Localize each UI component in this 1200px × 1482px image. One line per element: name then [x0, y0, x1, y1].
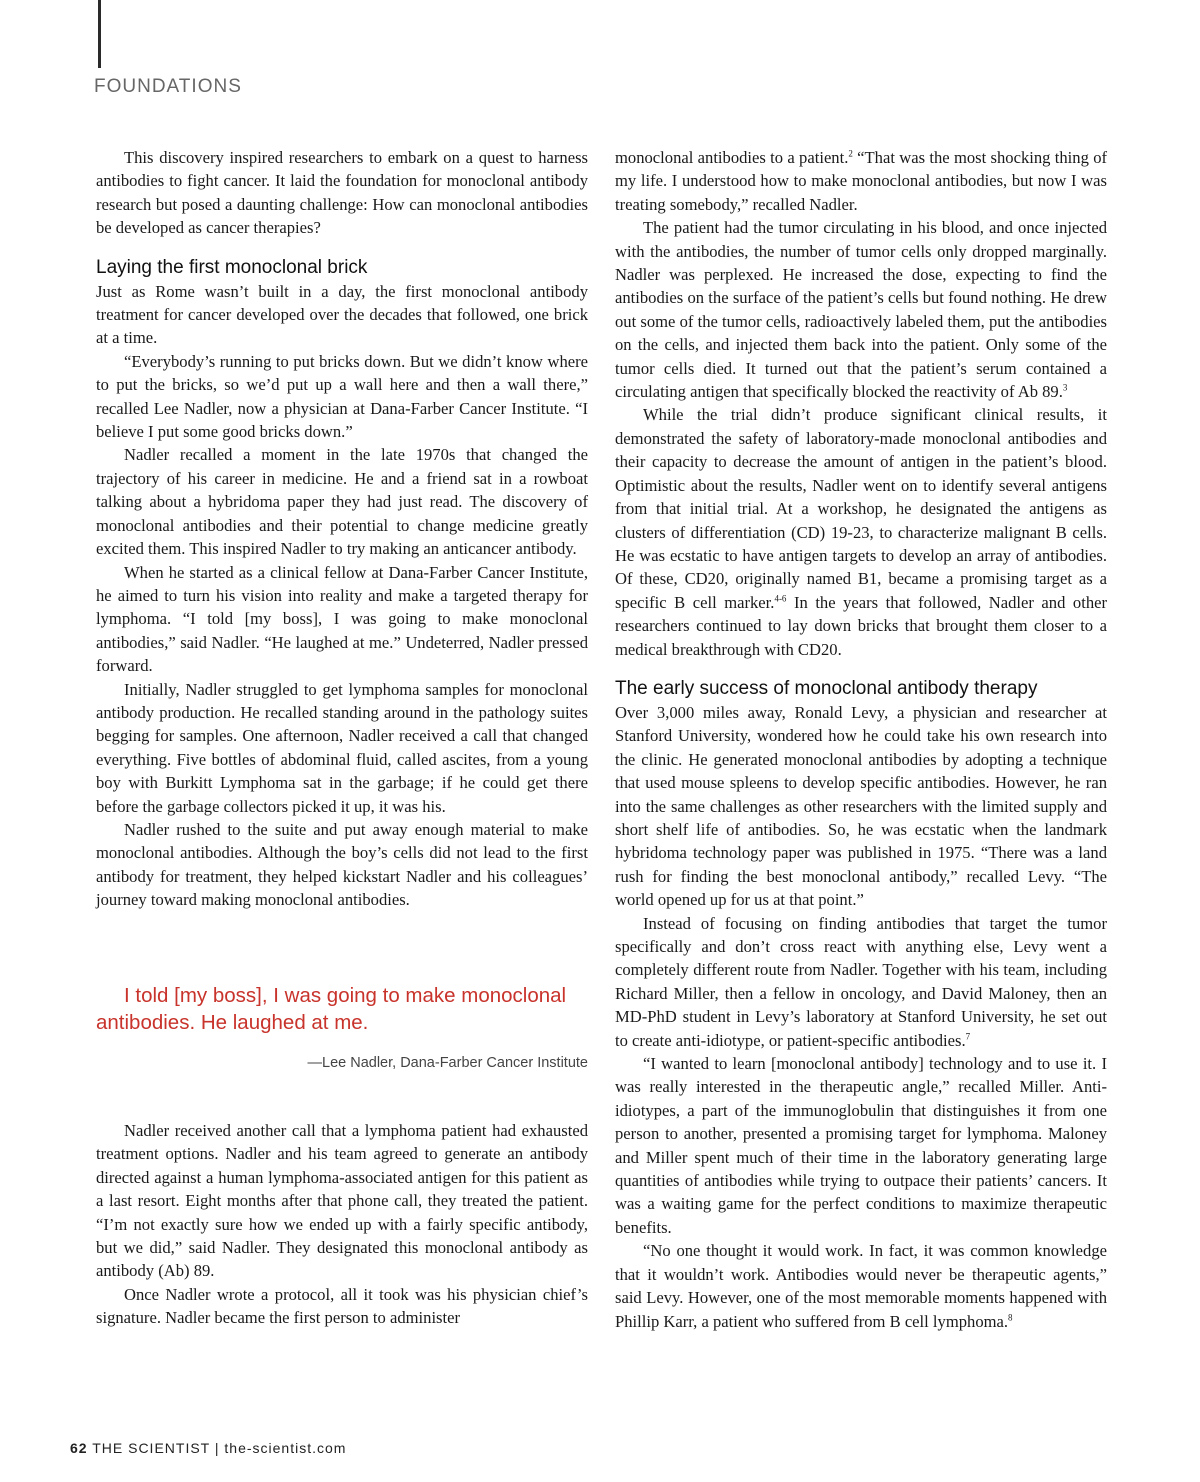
paragraph: Nadler received another call that a lymphoma patient had exhausted treatment options. Nadler and his team agreed to generate an antibody directed against a human lymphoma-associated antigen for this patient as a last resort. Eight months after that phone call, they treated the patient. “I’m not exactly sure how we ended up with a fairly specific antibody, but we did,” said Nadler. They designated this monoclonal antibody as antibody (Ab) 89.	[96, 1121, 588, 1281]
paragraph: Nadler recalled a moment in the late 1970s that changed the trajectory of his career in medicine. He and a friend sat in a rowboat talking about a hybridoma paper they had just read. The discovery of monoclonal antibodies and their potential to change medicine greatly excited them. This inspired Nadler to try making an anticancer antibody.	[96, 445, 588, 559]
paragraph: While the trial didn’t produce significant clinical results, it demonstrated the safety of laboratory-made monoclonal antibodies and their capacity to decrease the amount of antigen in the patient’s blood. Optimistic about the results, Nadler went on to identify several antigens from that initial trial. At a workshop, he designated the antigens as clusters of differentiation (CD) 19-23, to characterize malignant B cells. He was ecstatic to have antigen targets to develop an array of antibodies. Of these, CD20, originally named B1, became a promising target as a specific B cell marker.$^{4-6}$ In the years that followed, Nadler and other researchers continued to lay down bricks that brought them closer to a medical breakthrough with CD20.	[615, 405, 1108, 659]
magazine-name: THE SCIENTIST	[92, 1440, 210, 1456]
paragraph: Once Nadler wrote a protocol, all it took was his physician chief’s signature. Nadler became the first person to administer	[96, 1284, 588, 1328]
paragraph: Initially, Nadler struggled to get lymphoma samples for monoclonal antibody production. He recalled standing around in the pathology suites begging for samples. One afternoon, Nadler received a call that changed everything. Five bottles of abdominal fluid, called ascites, from a young boy with Burkitt Lymphoma sat in the garbage; if he could get there before the garbage collectors picked it up, it was his.	[96, 679, 588, 816]
paragraph: Nadler rushed to the suite and put away enough material to make monoclonal antibodies. Although the boy’s cells did not lead to the first antibody for treatment, they helped kickstart Nadler and his colleagues’ journey toward making monoclonal antibodies.	[96, 819, 588, 910]
left-column	[96, 146, 588, 1330]
header-rule	[98, 0, 101, 68]
section-heading-first-brick: Laying the first monoclonal brick	[96, 256, 368, 278]
reference-superscript: 4-6	[774, 593, 787, 604]
paragraph: “I wanted to learn [monoclonal antibody] technology and to use it. I was really interested in the therapeutic angle,” recalled Miller. Anti-idiotypes, a part of the immunoglobulin that distinguishes it from one person to another, presented a promising target for lymphoma. Maloney and Miller spent much of their time in the laboratory generating large quantities of antibodies while trying to outpace their patients’ cancers. It was a waiting game for the perfect conditions to maximize therapeutic benefits.	[615, 1054, 1107, 1237]
paragraph: The patient had the tumor circulating in his blood, and once injected with the antibodies, the number of tumor cells only dropped marginally. Nadler was perplexed. He increased the dose, expecting to find the antibodies on the surface of the patient’s cells but found nothing. He drew out some of the tumor cells, radioactively labeled them, put the antibodies on the cells, and injected them back into the patient. Only some of the tumor cells died. It turned out that the patient’s serum contained a circulating antigen that specifically blocked the reactivity of Ab 89.$^3$	[615, 218, 1107, 402]
pull-quote: I told [my boss], I was going to make monoclonal antibodies. He laughed at me.	[96, 983, 567, 1034]
page-footer	[70, 1440, 346, 1456]
pull-quote-attribution: —Lee Nadler, Dana-Farber Cancer Institute	[307, 1054, 588, 1071]
paragraph: This discovery inspired researchers to embark on a quest to harness antibodies to fight cancer. It laid the foundation for monoclonal antibody research but posed a daunting challenge: How can monoclonal antibodies be developed as cancer therapies?	[96, 148, 588, 238]
paragraph: Just as Rome wasn’t built in a day, the first monoclonal antibody treatment for cancer developed over the decades that followed, one brick at a time.	[96, 281, 588, 348]
reference-superscript: 3	[1062, 382, 1068, 393]
paragraph: “No one thought it would work. In fact, it was common knowledge that it wouldn’t work. Antibodies would never be therapeutic agents,” said Levy. However, one of the most memorable moments happened with Phillip Karr, a patient who suffered from B cell lymphoma.$^8$	[615, 1241, 1107, 1331]
reference-superscript: 7	[965, 1031, 971, 1042]
section-label: FOUNDATIONS	[94, 76, 242, 97]
paragraph: Instead of focusing on finding antibodies that target the tumor specifically and don’t cross react with anything else, Levy went a completely different route from Nadler. Together with his team, including Richard Miller, then a fellow in oncology, and David Maloney, then an MD-PhD student in Levy’s laboratory at Stanford University, he set out to create anti-idiotype, or patient-specific antibodies.$^7$	[615, 913, 1107, 1050]
paragraph: When he started as a clinical fellow at Dana-Farber Cancer Institute, he aimed to turn his vision into reality and make a targeted therapy for lymphoma. “I told [my boss], I was going to make monoclonal antibodies,” said Nadler. “He laughed at me.” Undeterred, Nadler pressed forward.	[96, 562, 588, 676]
paragraph: “Everybody’s running to put bricks down. But we didn’t know where to put the bricks, so we’d put up a wall here and then a wall there,” recalled Lee Nadler, now a physician at Dana-Farber Cancer Institute. “I believe I put some good bricks down.”	[96, 351, 588, 442]
paragraph: monoclonal antibodies to a patient.$^2$ “That was the most shocking thing of my life. I understood how to make monoclonal antibodies, but now I was treating somebody,” recalled Nadler.	[615, 148, 1108, 214]
page-number: 62	[70, 1440, 88, 1456]
paragraph: Over 3,000 miles away, Ronald Levy, a physician and researcher at Stanford University, wondered how he could take his own research into the clinic. He generated monoclonal antibodies by adopting a technique that used mouse spleens to develop specific antibodies. However, he ran into the same challenges as other researchers with the limited supply and short shelf life of antibodies. So, he was ecstatic when the landmark hybridoma technology paper was published in 1975. “There was a land rush for finding the best monoclonal antibody,” recalled Levy. “The world opened up for us at that point.”	[615, 702, 1107, 910]
footer-separator: |	[214, 1440, 220, 1456]
reference-superscript: 2	[848, 148, 853, 159]
section-heading-early-success: The early success of monoclonal antibody therapy	[615, 677, 1038, 699]
website-link[interactable]: the-scientist.com	[224, 1440, 347, 1456]
right-column	[615, 146, 1107, 1333]
reference-superscript: 8	[1008, 1311, 1013, 1322]
